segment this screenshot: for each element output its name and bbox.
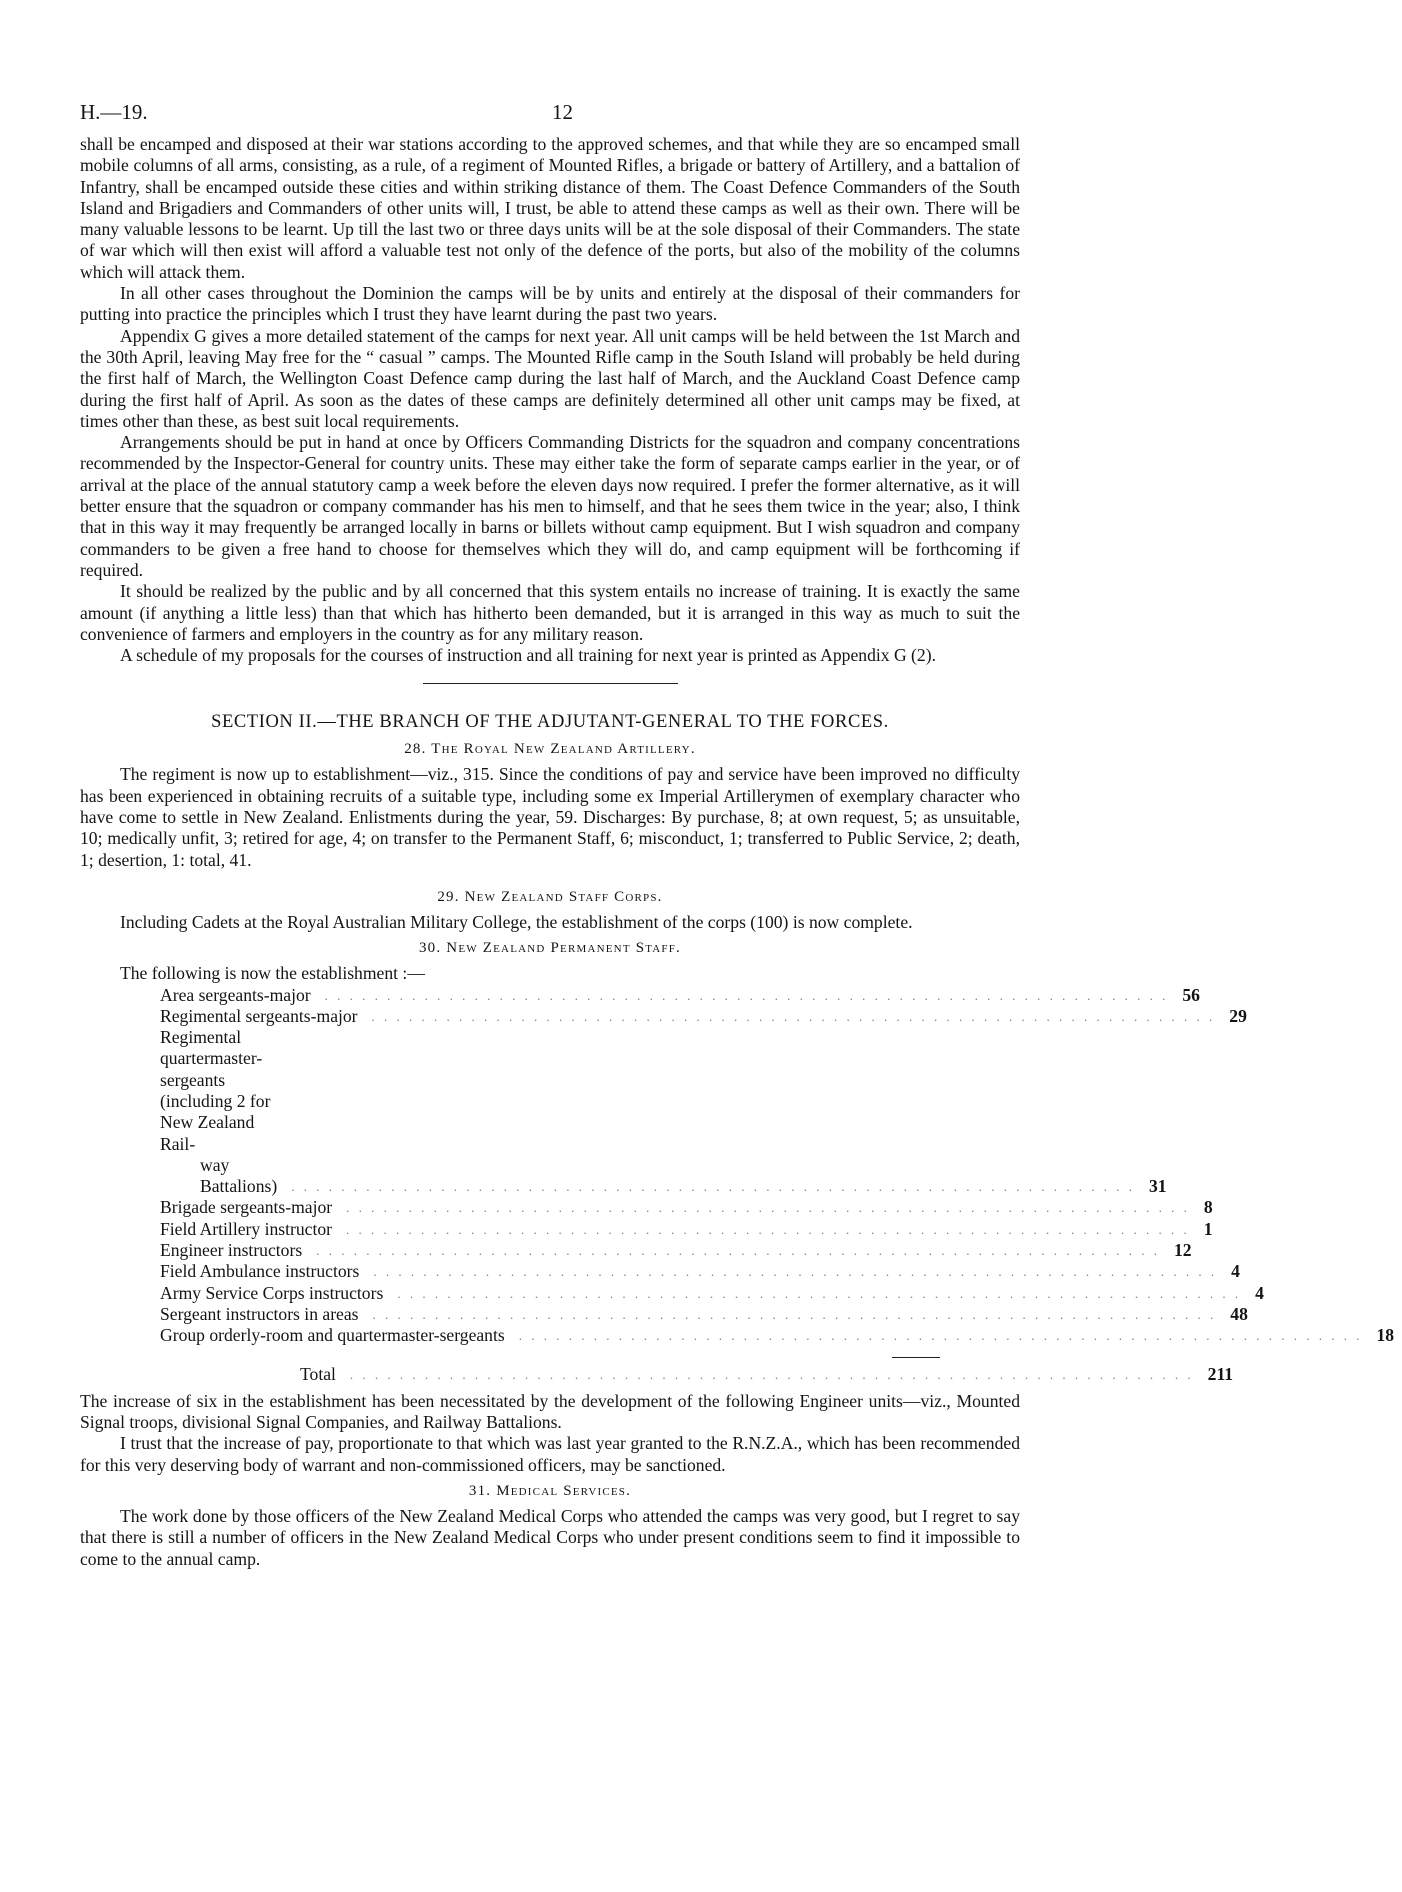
row-label-continuation: way Battalions) xyxy=(200,1154,278,1197)
leader-dots: . . . . . . . . . . . . . . . . . . . . . . . . . . . . . . . . . . . . . . . . . . . . . . . . . . . . . . . . . . . . . . . . . . . . xyxy=(349,1366,1194,1382)
medical-paragraph: The work done by those officers of the New Zealand Medical Corps who attended the camps was very good, but I regret to say that there is still a number of officers in the New Zealand Medical Corps who under present conditions seem to find it impossible to come to the annual camp. xyxy=(80,1506,1020,1569)
row-value: 1 xyxy=(1203,1218,1213,1239)
total-label: Total xyxy=(300,1363,336,1384)
leader-dots: . . . . . . . . . . . . . . . . . . . . . . . . . . . . . . . . . . . . . . . . . . . . . . . . . . . . . . . . . . . . . . . . . . . . xyxy=(371,1008,1216,1024)
leader-dots: . . . . . . . . . . . . . . . . . . . . . . . . . . . . . . . . . . . . . . . . . . . . . . . . . . . . . . . . . . . . . . . . . . . . xyxy=(397,1285,1242,1301)
artillery-paragraph: The regiment is now up to establishment—viz., 315. Since the conditions of pay and service have been improved no difficulty has been experienced in obtaining recruits of a suitable type, including some ex Imperial Artillerymen of exemplary character who have come to settle in New Zealand. Enlistments during the year, 59. Discharges: By purchase, 8; at own request, 5; as unsuitable, 10; medically unfit, 3; retired for age, 4; on transfer to the Permanent Staff, 6; misconduct, 1; transferred to Public Service, 2; death, 1; desertion, 1: total, 41. xyxy=(80,764,1020,870)
subsection-heading-permanent-staff: 30. New Zealand Permanent Staff. xyxy=(418,940,682,957)
paragraph: In all other cases throughout the Dominion the camps will be by units and entirely at the disposal of their commanders for putting into practice the principles which I trust they have learnt during the past two years. xyxy=(80,283,1020,325)
paragraph: Appendix G gives a more detailed statement of the camps for next year. All unit camps will be held between the 1st March and the 30th April, leaving May free for the “ casual ” camps. The Mounted Rifle camp in the South Island will probably be held during the first half of March, the Wellington Coast Defence camp during the last half of March, and the Auckland Coast Defence camp during the first half of April. As soon as the dates of these camps are definitely determined all other unit camps may be fixed, at times other than these, as best suit local requirements. xyxy=(80,325,1020,431)
establishment-intro: The following is now the establishment :— xyxy=(120,963,425,984)
table-row xyxy=(120,1197,1213,1218)
leader-dots: . . . . . . . . . . . . . . . . . . . . . . . . . . . . . . . . . . . . . . . . . . . . . . . . . . . . . . . . . . . . . . . . . . . . xyxy=(518,1328,1363,1344)
table-row xyxy=(120,1303,1248,1325)
total-row xyxy=(120,1363,1234,1385)
row-value: 31 xyxy=(1148,1176,1167,1197)
paragraph: A schedule of my proposals for the courses of instruction and all training for next year is printed as Appendix G (2). xyxy=(120,645,936,666)
row-value: 18 xyxy=(1376,1325,1395,1346)
subsection-heading-medical: 31. Medical Services. xyxy=(468,1483,632,1500)
table-row xyxy=(120,1261,1240,1282)
row-value: 8 xyxy=(1203,1197,1213,1218)
row-value: 29 xyxy=(1229,1005,1247,1026)
staff-corps-paragraph: Including Cadets at the Royal Australian Military College, the establishment of the corps (100) is now complete. xyxy=(120,911,913,932)
total-rule xyxy=(892,1357,940,1364)
row-label: Group orderly-room and quartermaster-sergeants xyxy=(160,1325,505,1346)
leader-dots: . . . . . . . . . . . . . . . . . . . . . . . . . . . . . . . . . . . . . . . . . . . . . . . . . . . . . . . . . . . . . . . . . . . . xyxy=(346,1221,1190,1237)
leader-dots: . . . . . . . . . . . . . . . . . . . . . . . . . . . . . . . . . . . . . . . . . . . . . . . . . . . . . . . . . . . . . . . . . . . . xyxy=(291,1179,1135,1195)
leader-dots: . . . . . . . . . . . . . . . . . . . . . . . . . . . . . . . . . . . . . . . . . . . . . . . . . . . . . . . . . . . . . . . . . . . . xyxy=(324,987,1169,1003)
row-label: Field Ambulance instructors xyxy=(160,1261,360,1282)
row-label: Brigade sergeants-major xyxy=(160,1197,333,1218)
row-label: Engineer instructors xyxy=(160,1240,303,1261)
permanent-staff-paragraph: The increase of six in the establishment has been necessitated by the development of the following Engineer units—viz., Mounted Signal troops, divisional Signal Companies, and Railway Battalions. xyxy=(80,1390,1020,1433)
paragraph: It should be realized by the public and by all concerned that this system entails no increase of training. It is exactly the same amount (if anything a little less) than that which has hitherto been demanded, but it is arranged in this way as much to suit the convenience of farmers and employers in the country as for any military reason. xyxy=(80,581,1020,644)
row-value: 56 xyxy=(1182,984,1200,1005)
row-value: 4 xyxy=(1255,1282,1264,1303)
table-row xyxy=(120,1325,1395,1346)
leader-dots: . . . . . . . . . . . . . . . . . . . . . . . . . . . . . . . . . . . . . . . . . . . . . . . . . . . . . . . . . . . . . . . . . . . . xyxy=(372,1306,1217,1322)
row-label-line: Regimental quartermaster-sergeants (including 2 for New Zealand Rail- xyxy=(160,1027,271,1154)
row-label: Sergeant instructors in areas xyxy=(160,1303,359,1324)
row-value: 12 xyxy=(1173,1240,1192,1261)
paragraph: shall be encamped and disposed at their war stations according to the approved schemes, and that while they are so encamped small mobile columns of all arms, consisting, as a rule, of a regiment of Mounted Rifles, a brigade or battery of Artillery, and a battalion of Infantry, shall be encamped outside these cities and within striking distance of them. The Coast Defence Commanders of the South Island and Brigadiers and Commanders of other units will, I trust, be able to attend these camps as well as their own. There will be many valuable lessons to be learnt. Up till the last two or three days units will be at the sole disposal of their Commanders. The state of war which will then exist will afford a valuable test not only of the defence of the ports, but also of the mobility of the columns which will attack them. xyxy=(80,134,1020,282)
table-row xyxy=(120,1005,1247,1027)
row-label: Area sergeants-major xyxy=(160,984,311,1005)
subsection-heading-staff-corps: 29. New Zealand Staff Corps. xyxy=(437,888,663,905)
table-row xyxy=(120,1282,1264,1304)
total-value: 211 xyxy=(1207,1363,1234,1384)
row-value: 4 xyxy=(1231,1261,1240,1282)
permanent-staff-paragraph: I trust that the increase of pay, proportionate to that which was last year granted to the R.N.Z.A., which has been recommended for this very deserving body of warrant and non-commissioned officers, may be sanctioned. xyxy=(80,1433,1020,1475)
page-header xyxy=(80,100,1020,134)
leader-dots: . . . . . . . . . . . . . . . . . . . . . . . . . . . . . . . . . . . . . . . . . . . . . . . . . . . . . . . . . . . . . . . . . . . . xyxy=(373,1264,1218,1280)
row-label: Regimental sergeants-major xyxy=(160,1005,358,1026)
table-row xyxy=(120,1240,1192,1261)
section-title: SECTION II.—THE BRANCH OF THE ADJUTANT-GENERAL TO THE FORCES. xyxy=(211,712,889,733)
row-value: 48 xyxy=(1230,1303,1248,1324)
section-divider xyxy=(423,683,678,684)
row-label: Field Artillery instructor xyxy=(160,1218,333,1239)
table-row xyxy=(120,1218,1213,1240)
camps-text xyxy=(80,134,1020,666)
leader-dots: . . . . . . . . . . . . . . . . . . . . . . . . . . . . . . . . . . . . . . . . . . . . . . . . . . . . . . . . . . . . . . . . . . . . xyxy=(346,1200,1190,1216)
table-row xyxy=(120,1027,1167,1197)
paragraph: Arrangements should be put in hand at once by Officers Commanding Districts for the squadron and company concentrations recommended by the Inspector-General for country units. These may either take the form of separate camps earlier in the year, or of arrival at the place of the annual statutory camp a week before the eleven days now required. I prefer the former alternative, as it will better ensure that the squadron or company commander has his men to himself, and that he sees them twice in the year; also, I think that in this way it may frequently be arranged locally in barns or billets without camp equipment. But I wish squadron and company commanders to be given a free hand to choose for themselves which they will do, and camp equipment will be forthcoming if required. xyxy=(80,432,1020,580)
row-label xyxy=(160,1027,277,1197)
row-label: Army Service Corps instructors xyxy=(160,1282,384,1303)
document-reference: H.—19. xyxy=(80,100,148,124)
table-row xyxy=(120,984,1200,1006)
subsection-heading-artillery: 28. The Royal New Zealand Artillery. xyxy=(404,741,696,758)
leader-dots: . . . . . . . . . . . . . . . . . . . . . . . . . . . . . . . . . . . . . . . . . . . . . . . . . . . . . . . . . . . . . . . . . . . . xyxy=(316,1243,1160,1259)
page-number: 12 xyxy=(552,100,573,124)
document-page xyxy=(80,100,1395,1570)
establishment-table xyxy=(120,963,1395,1385)
